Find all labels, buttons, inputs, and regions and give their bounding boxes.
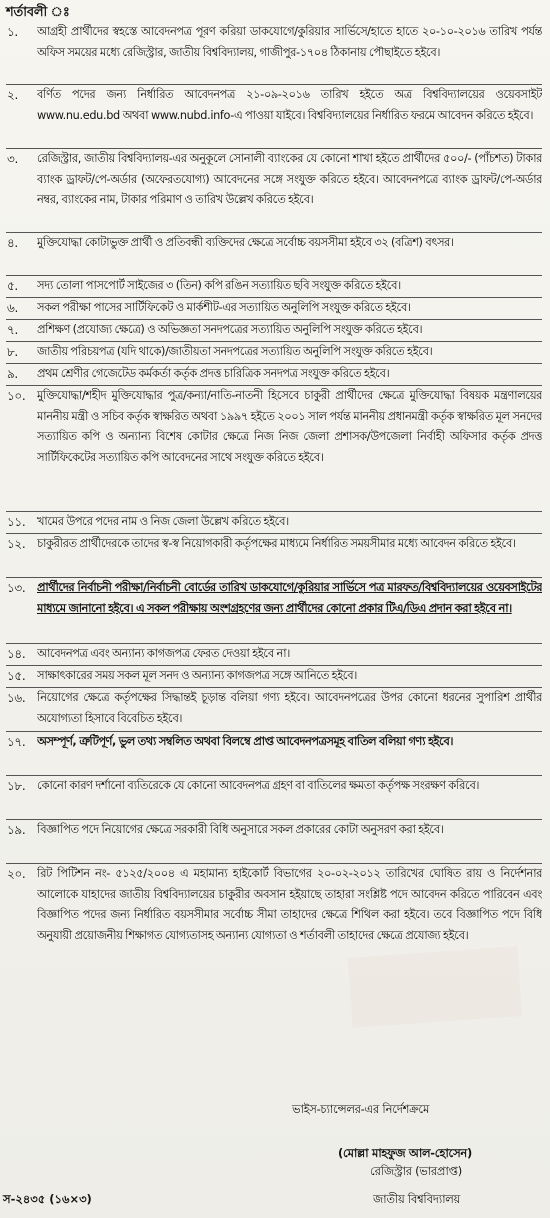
reference-code: স-২৪৩৫ (১৬×৩) xyxy=(3,1192,92,1206)
term-item xyxy=(6,819,542,863)
term-item xyxy=(6,84,542,148)
term-number: ১৮. xyxy=(7,779,26,793)
term-number: ৮. xyxy=(7,345,18,359)
term-item xyxy=(6,511,542,533)
term-item xyxy=(6,533,542,577)
term-text: জাতীয় পরিচয়পত্র (যদি থাকে)/জাতীয়তা সনদপত্রের সত্যায়িত অনুলিপি সংযুক্ত করিতে হইবে। xyxy=(37,345,433,358)
term-number: ১০. xyxy=(7,389,26,403)
term-number: ৭. xyxy=(7,323,18,337)
term-text: প্রথম শ্রেণীর গেজেটেড কর্মকর্তা কর্তৃক প্রদত্ত চারিত্রিক সনদপত্র সংযুক্ত করিতে হইবে। xyxy=(37,367,390,380)
term-item xyxy=(6,297,542,319)
term-item-emphasized xyxy=(6,731,542,775)
term-number: ২. xyxy=(7,88,18,102)
term-number: ১৭. xyxy=(7,735,26,749)
term-text: রিট পিটিশন নং- ৫১২৫/২০০৪ এ মহামান্য হাইকোর্ট বিভাগের ২০-০২-২০১২ তারিখের ঘোষিত রায় ও নির্দেশনার আলোকে যাহাদের জাতীয় বিশ্ববিদ্যালয়ের চাকুরীর অবসান হইয়াছে তাহারা সংশ্লিষ্ট পদে আবেদন করিতে পারিবেন এবং বিজ্ঞাপিত পদের জন্য নির্ধারিত বয়সসীমার সর্বোচ্চ সীমা তাহাদের ক্ষেত্রে শিথিল করা হইবে। তবে বিজ্ঞাপিত পদে বিধি অনুযায়ী প্রয়োজনীয় শিক্ষাগত যোগ্যতাসহ অন্যান্য যোগ্যতা ও শর্তাবলী তাহাদের ক্ষেত্রে প্রযোজ্য হইবে। xyxy=(37,867,542,942)
term-text: বর্ণিত পদের জন্য নির্ধারিত আবেদনপত্র ২১-০৯-২০১৬ তারিখ হইতে অত্র বিশ্ববিদ্যালয়ের ওয়েবসাইট www.nu.edu.bd অথবা www.nubd.info-এ পাওয়া যাইবে। বিশ্ববিদ্যালয়ের নির্ধারিত ফরমে আবেদন করিতে হইবে। xyxy=(37,88,542,122)
term-number: ৬. xyxy=(7,301,18,315)
term-text: রেজিস্ট্রার, জাতীয় বিশ্ববিদ্যালয়-এর অনুকূলে সোনালী ব্যাংকের যে কোনো শাখা হইতে প্রার্থীদের ৫০০/- (পাঁচশত) টাকার ব্যাংক ড্রাফট/পে-অর্ডার (অফেরতযোগ্য) আবেদনের সঙ্গে সংযুক্ত করিতে হইবে। আবেদনপত্রে ব্যাংক ড্রাফট/পে-অর্ডার নম্বর, ব্যাংকের নাম, টাকার পরিমাণ ও তারিখ উল্লেখ করিতে হইবে। xyxy=(37,152,542,207)
background-stamp-mark xyxy=(348,946,522,1028)
term-item xyxy=(6,643,542,665)
term-text: আগ্রহী প্রার্থীদের স্বহস্তে আবেদনপত্র পূরণ করিয়া ডাকযোগে/কুরিয়ার সার্ভিসে/হাতে হাতে ২০-১০-২০১৬ তারিখ পর্যন্ত অফিস সময়ের মধ্যে রেজিস্ট্রার, জাতীয় বিশ্ববিদ্যালয়, গাজীপুর-১৭০৪ ঠিকানায় পৌছাইতে হইবে। xyxy=(37,25,542,59)
term-text: মুক্তিযোদ্ধা/শহীদ মুক্তিযোদ্ধার পুত্র/কন্যা/নাতি-নাতনী হিসেবে চাকুরী প্রার্থীদের ক্ষেত্রে মুক্তিযোদ্ধা বিষয়ক মন্ত্রণালয়ের মাননীয় মন্ত্রী ও সচিব কর্তৃক স্বাক্ষরিত অথবা ১৯৯৭ হইতে ২০০১ সাল পর্যন্ত মাননীয় প্রধানমন্ত্রী কর্তৃক স্বাক্ষরিত মূল সনদের সত্যায়িত কপি ও অন্যান্য বিশেষ কোটার ক্ষেত্রে নিজ নিজ জেলা প্রশাসক/উপজেলা নির্বাহী অফিসার কর্তৃক প্রদত্ত সার্টিফিকেটের সত্যায়িত কপি আবেদনের সাথে সংযুক্ত করিতে হইবে। xyxy=(37,389,542,464)
term-text: সদ্য তোলা পাসপোর্ট সাইজের ৩ (তিন) কপি রঙিন সত্যায়িত ছবি সংযুক্ত করিতে হইবে। xyxy=(37,279,401,292)
signature-directive: ভাইস-চ্যান্সেলর-এর নির্দেশক্রমে xyxy=(292,1102,430,1116)
term-text: প্রশিক্ষণ (প্রযোজ্য ক্ষেত্রে) ও অভিজ্ঞতা সনদপত্রের সত্যায়িত অনুলিপি সংযুক্ত করিতে হইবে। xyxy=(37,323,423,336)
term-text: সাক্ষাৎকারের সময় সকল মূল সনদ ও অন্যান্য কাগজপত্র সঙ্গে আনিতে হইবে। xyxy=(37,669,357,682)
term-item xyxy=(6,341,542,363)
term-item xyxy=(6,385,542,511)
term-number: ১১. xyxy=(7,515,26,529)
term-number: ২০. xyxy=(7,867,26,881)
term-number: ১৬. xyxy=(7,691,26,705)
term-item xyxy=(6,363,542,385)
signatory-name: (মোল্লা মাহফুজ আল-হোসেন) xyxy=(338,1146,472,1160)
term-number: ১৩. xyxy=(7,581,26,595)
term-text: চাকুরীরত প্রার্থীদেরকে তাদের স্ব-স্ব নিয়োগকারী কর্তৃপক্ষের মাধ্যমে নির্ধারিত সময়সীমার মধ্যে আবেদন করিতে হইবে। xyxy=(37,537,516,550)
term-text: নিয়োগের ক্ষেত্রে কর্তৃপক্ষের সিদ্ধান্তই চূড়ান্ত বলিয়া গণ্য হইবে। আবেদনপত্রের উপর কোনো ধরনের সুপারিশ প্রার্থীর অযোগ্যতা হিসাবে বিবেচিত হইবে। xyxy=(37,691,542,725)
term-text: প্রার্থীদের নির্বাচনী পরীক্ষা/নির্বাচনী বোর্ডের তারিখ ডাকযোগে/কুরিয়ার সার্ভিসে পত্র মারফত/বিশ্ববিদ্যালয়ের ওয়েবসাইটের মাধ্যমে জানানো হইবে। এ সকল পরীক্ষায় অংশগ্রহণের জন্য প্রার্থীদের কোনো প্রকার টিএ/ডিএ প্রদান করা হইবে না। xyxy=(37,581,542,615)
term-item xyxy=(6,275,542,297)
term-item xyxy=(6,148,542,232)
term-number: ১২. xyxy=(7,537,26,551)
signatory-office: জাতীয় বিশ্ববিদ্যালয় xyxy=(373,1192,460,1206)
term-text: খামের উপরে পদের নাম ও নিজ জেলা উল্লেখ করিতে হইবে। xyxy=(37,515,289,528)
term-text: কোনো কারণ দর্শানো ব্যতিরেকে যে কোনো আবেদনপত্র গ্রহণ বা বাতিলের ক্ষমতা কর্তৃপক্ষ সংরক্ষণ করিবে। xyxy=(37,779,480,792)
term-number: ১৪. xyxy=(7,647,26,661)
term-item xyxy=(6,687,542,731)
term-item xyxy=(6,775,542,819)
term-item xyxy=(6,22,542,84)
term-number: ১৯. xyxy=(7,823,26,837)
term-text: আবেদনপত্র এবং অন্যান্য কাগজপত্র ফেরত দেওয়া হইবে না। xyxy=(37,647,290,660)
term-item xyxy=(6,319,542,341)
term-text: অসম্পূর্ণ, ত্রুটিপূর্ণ, ভুল তথ্য সম্বলিত অথবা বিলম্বে প্রাপ্ত আবেদনপত্রসমূহ বাতিল বলিয়া গণ্য হইবে। xyxy=(37,735,453,748)
term-number: ৫. xyxy=(7,279,18,293)
term-item-emphasized xyxy=(6,577,542,643)
term-text: মুক্তিযোদ্ধা কোটাভুক্ত প্রার্থী ও প্রতিবন্ধী ব্যক্তিদের ক্ষেত্রে সর্বোচ্চ বয়সসীমা হইবে ৩২ (বত্রিশ) বৎসর। xyxy=(37,236,454,249)
term-number: ৪. xyxy=(7,236,18,250)
term-text: সকল পরীক্ষা পাসের সার্টিফিকেট ও মার্কশীট-এর সত্যায়িত অনুলিপি সংযুক্ত করিতে হইবে। xyxy=(37,301,411,314)
term-text: বিজ্ঞাপিত পদে নিয়োগের ক্ষেত্রে সরকারী বিধি অনুসারে সকল প্রকারের কোটা অনুসরণ করা হইবে। xyxy=(37,823,444,836)
term-number: ১৫. xyxy=(7,669,26,683)
term-item xyxy=(6,665,542,687)
term-number: ১. xyxy=(7,25,18,39)
term-item xyxy=(6,232,542,275)
terms-heading: শর্তাবলী ঃ xyxy=(6,5,70,20)
signatory-designation: রেজিস্ট্রার (ভারপ্রাপ্ত) xyxy=(370,1164,462,1178)
term-number: ৯. xyxy=(7,367,18,381)
term-number: ৩. xyxy=(7,152,18,166)
